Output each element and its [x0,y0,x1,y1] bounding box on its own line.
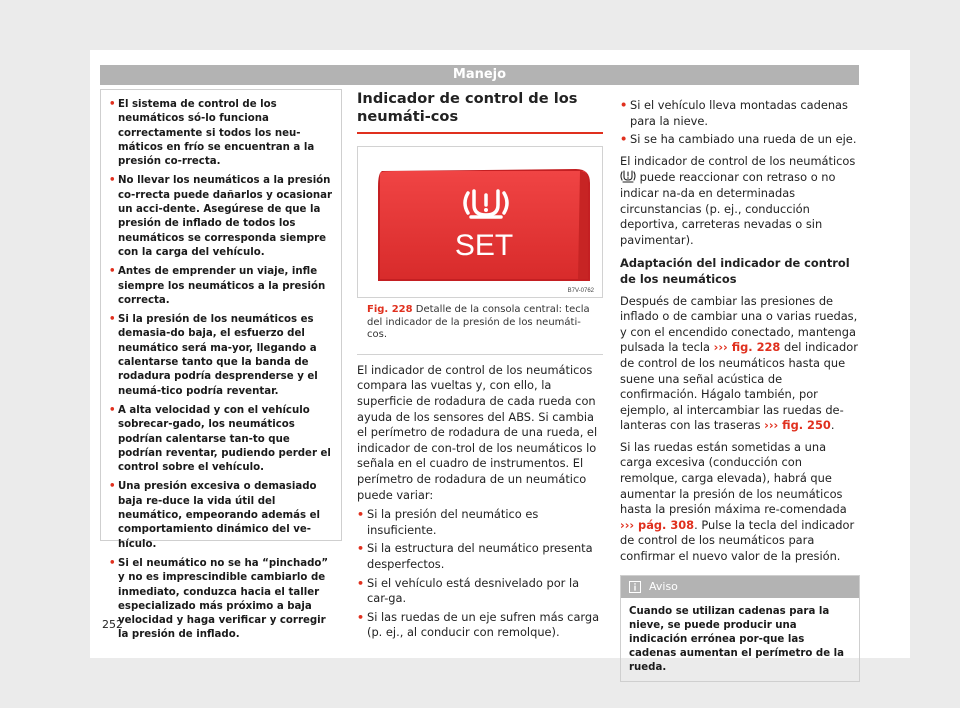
list-item-text: Si las ruedas de un eje sufren más carga (p. ej., al conducir con remolque). [367,609,600,640]
list-item-text: Si el vehículo lleva montadas cadenas para la nieve. [630,98,848,128]
bullet-icon: • [109,99,116,110]
list-item [109,557,335,643]
info-icon [629,581,641,593]
list-item [109,480,335,551]
causes-list [357,507,603,641]
column-3 [620,98,858,682]
page-header: Manejo [100,65,859,85]
list-item-text: Una presión excesiva o demasiado baja re-duce la vida útil del neumático, empeorando además el comportamiento dinámico del ve-hículo. [118,481,321,550]
intro-block [357,363,603,641]
bullet-icon: • [109,557,116,569]
list-item-text: Si el neumático no se ha “pinchado” y no es imprescindible cambiarlo de inmediato, conduzca hacia el taller especializado más próximo a baja velocidad y haga verificar y corregir la presión de inflado. [118,557,329,641]
causes-list-continued [620,98,858,148]
list-item-text: Si se ha cambiado una rueda de un eje. [630,132,857,147]
warning-list [101,90,341,643]
page-number: 252 [102,618,123,631]
figure-number: Fig. 228 [367,304,413,315]
notice-title: Aviso [649,579,678,593]
figure-caption-text: Detalle de la consola central: tecla del indicador de la presión de los neumáti-cos. [367,304,590,341]
list-item [620,132,858,148]
tpms-set-button-illustration [358,147,602,297]
bullet-icon: • [357,610,365,624]
list-item [109,98,335,169]
tpms-warning-icon [620,169,636,183]
bullet-icon: • [109,404,116,416]
divider [357,354,603,355]
bullet-icon: • [109,481,116,493]
link-fig-228[interactable]: ››› fig. 228 [713,340,781,355]
intro-paragraph: El indicador de control de los neumáticos compara las vueltas y, con ello, la superficie de rodadura de cada rueda con ayuda de los sensores del ABS. Si cambia el perímetro de rodadura de una rueda, el indicador de con-trol de los neumáticos lo señala en el cuadro de instrumentos. El perímetro de rodadura de un neumático puede variar: [357,362,598,502]
list-item [109,265,335,308]
section-title: Indicador de control de los neumáti-cos [357,90,603,134]
figure-228 [357,146,603,298]
notice-header [621,576,859,598]
list-item [357,610,603,641]
bullet-icon: • [620,98,628,112]
figure-caption [357,304,603,342]
list-item [109,174,335,260]
list-item-text: Si la estructura del neumático presenta desperfectos. [367,541,593,571]
list-item [109,404,335,475]
bullet-icon: • [109,175,116,187]
list-item-text: El sistema de control de los neumáticos só-lo funciona correctamente si todos los neu-máticos en frío se encuentran a la presión co-rrecta. [118,99,315,168]
paragraph-load: Si las ruedas están sometidas a una carga excesiva (conducción con remolque, carga elevada), habrá que aumentar la presión de los neumáticos hasta la presión máxima re-comendada ››› pág. 308. Pulse la tecla del indicador de control de los neumáticos para confirmar el nuevo valor de la presión. [620,439,855,564]
list-item [357,541,603,572]
list-item-text: Antes de emprender un viaje, infle siempre los neumáticos a la presión correcta. [118,266,326,306]
bullet-icon: • [620,132,628,147]
list-item [357,576,603,607]
bullet-icon: • [357,508,365,522]
set-label: SET [454,229,514,262]
paragraph-delay: El indicador de control de los neumáticos puede reaccionar con retraso o no indicar na-da en determinadas circunstancias (p. ej., conducción deportiva, carreteras nevadas o sin pavimentar). [620,153,856,247]
bullet-icon: • [109,266,116,278]
subheading-adaptation: Adaptación del indicador de control de los neumáticos [620,256,850,286]
list-item [357,507,603,538]
list-item-text: No llevar los neumáticos a la presión co-rrecta puede dañarlos y ocasionar un acci-dente. Asegúrese de que la presión de inflado de todos los neumáticos se corresponda siempre con la carga del vehículo. [118,175,332,258]
list-item-text: Si la presión del neumático es insuficiente. [367,507,539,537]
link-pag-308[interactable]: ››› pág. 308 [620,517,695,532]
notice-box [620,575,860,682]
paragraph-adaptation: Después de cambiar las presiones de inflado o de cambiar una o varias ruedas, y con el encendido conectado, mantenga pulsada la tecla ››› fig. 228 del indicador de control de los neumáticos hasta que suene una señal acústica de confirmación. Hágalo también, por ejemplo, al intercambiar las ruedas de-lanteras con las traseras ››› fig. 250. [620,293,858,433]
link-fig-250[interactable]: ››› fig. 250 [764,418,831,433]
bullet-icon: • [357,576,365,590]
list-item-text: A alta velocidad y con el vehículo sobrecar-gado, los neumáticos podrían calentarse tan-to que podrían reventar, pudiendo perder el control sobre el vehículo. [118,404,331,474]
figure-code: B7V-0762 [567,288,594,294]
bullet-icon: • [109,314,116,326]
bullet-icon: • [357,542,365,556]
list-item-text: Si la presión de los neumáticos es demasia-do baja, el esfuerzo del neumático será ma-yor, llegando a calentarse tanto que la banda de rodadura podría desprenderse y el neumá-tico podría reventar. [118,314,318,397]
column-2 [357,90,603,641]
list-item [620,98,858,129]
notice-body: Cuando se utilizan cadenas para la nieve, se puede producir una indicación errónea por-que las cadenas aumentan el perímetro de la rueda. [629,605,845,673]
list-item-text: Si el vehículo está desnivelado por la car-ga. [367,575,580,606]
list-item [109,313,335,399]
